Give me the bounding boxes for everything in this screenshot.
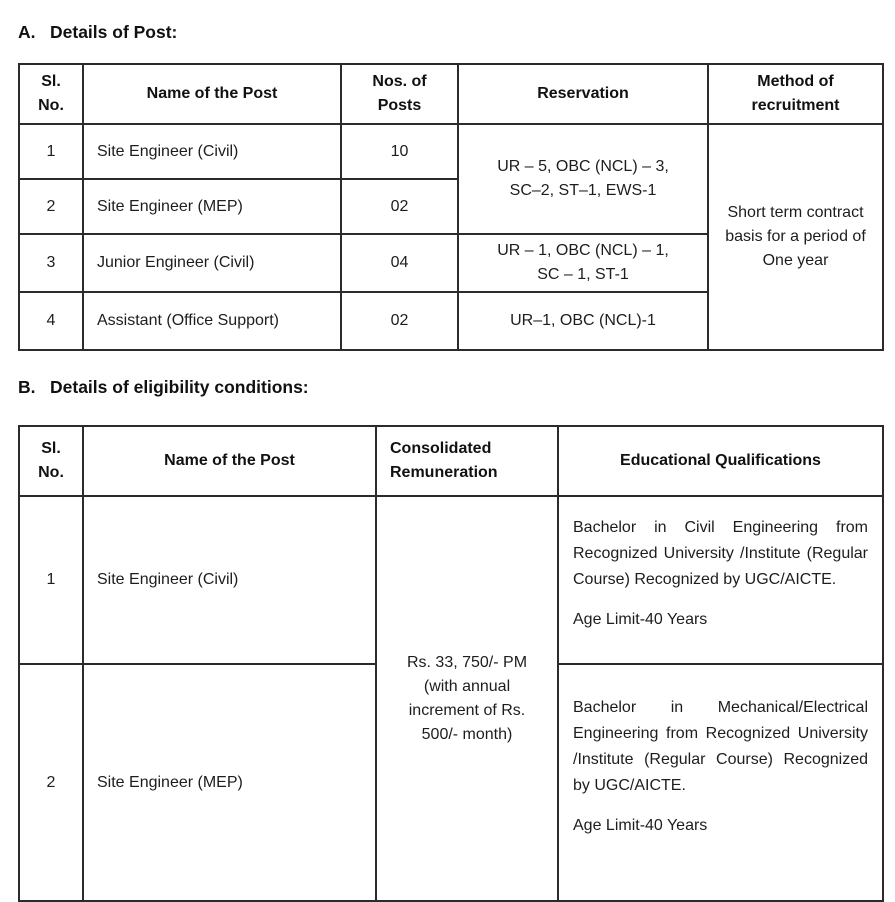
reservation-cell-rows-1-2: UR – 5, OBC (NCL) – 3, SC–2, ST–1, EWS-1 xyxy=(458,124,708,234)
post-name-cell: Assistant (Office Support) xyxy=(83,292,341,350)
sl-no-cell: 4 xyxy=(19,292,83,350)
section-a-heading xyxy=(18,22,882,43)
col-header-nos: Nos. of Posts xyxy=(341,64,458,124)
age-limit-text: Age Limit-40 Years xyxy=(573,816,708,834)
qualification-text: Bachelor in Mechanical/Electrical Engineering from Recognized University /Institute (Regular Course) Recognized by UGC/AICTE. xyxy=(573,699,868,794)
section-b-title: Details of eligibility conditions: xyxy=(50,377,309,397)
table-row xyxy=(19,124,883,179)
sl-no-cell: 3 xyxy=(19,234,83,292)
sl-no-cell: 2 xyxy=(19,179,83,234)
post-name-cell: Site Engineer (MEP) xyxy=(83,179,341,234)
sl-no-cell: 1 xyxy=(19,124,83,179)
col-header-method: Method of recruitment xyxy=(708,64,883,124)
col-header-reservation: Reservation xyxy=(458,64,708,124)
section-b-label: B. xyxy=(18,377,36,397)
section-b-heading xyxy=(18,377,882,398)
table-b-header-row xyxy=(19,426,883,496)
sl-no-cell: 2 xyxy=(19,664,83,901)
post-name-cell: Site Engineer (Civil) xyxy=(83,496,376,664)
eligibility-conditions-table xyxy=(18,425,884,902)
post-name-cell: Junior Engineer (Civil) xyxy=(83,234,341,292)
section-a-title: Details of Post: xyxy=(50,22,178,42)
qualification-cell xyxy=(558,496,883,664)
table-a-header-row xyxy=(19,64,883,124)
nos-posts-cell: 02 xyxy=(341,179,458,234)
remuneration-cell: Rs. 33, 750/- PM (with annual increment of Rs. 500/- month) xyxy=(376,496,558,901)
nos-posts-cell: 02 xyxy=(341,292,458,350)
age-limit-text: Age Limit-40 Years xyxy=(573,610,708,628)
nos-posts-cell: 10 xyxy=(341,124,458,179)
details-of-post-table xyxy=(18,63,884,351)
col-header-qualifications: Educational Qualifications xyxy=(558,426,883,496)
qualification-cell xyxy=(558,664,883,901)
reservation-cell-row-3: UR – 1, OBC (NCL) – 1, SC – 1, ST-1 xyxy=(458,234,708,292)
nos-posts-cell: 04 xyxy=(341,234,458,292)
col-header-sl-no: Sl. No. xyxy=(19,64,83,124)
col-header-sl-no: Sl. No. xyxy=(19,426,83,496)
reservation-cell-row-4: UR–1, OBC (NCL)-1 xyxy=(458,292,708,350)
post-name-cell: Site Engineer (Civil) xyxy=(83,124,341,179)
col-header-remuneration: Consolidated Remuneration xyxy=(376,426,558,496)
method-of-recruitment-cell: Short term contract basis for a period of One year xyxy=(708,124,883,350)
col-header-name: Name of the Post xyxy=(83,64,341,124)
section-a-label: A. xyxy=(18,22,36,42)
table-row xyxy=(19,496,883,664)
col-header-name: Name of the Post xyxy=(83,426,376,496)
post-name-cell: Site Engineer (MEP) xyxy=(83,664,376,901)
sl-no-cell: 1 xyxy=(19,496,83,664)
qualification-text: Bachelor in Civil Engineering from Recognized University /Institute (Regular Course) Recognized by UGC/AICTE. xyxy=(573,519,868,588)
